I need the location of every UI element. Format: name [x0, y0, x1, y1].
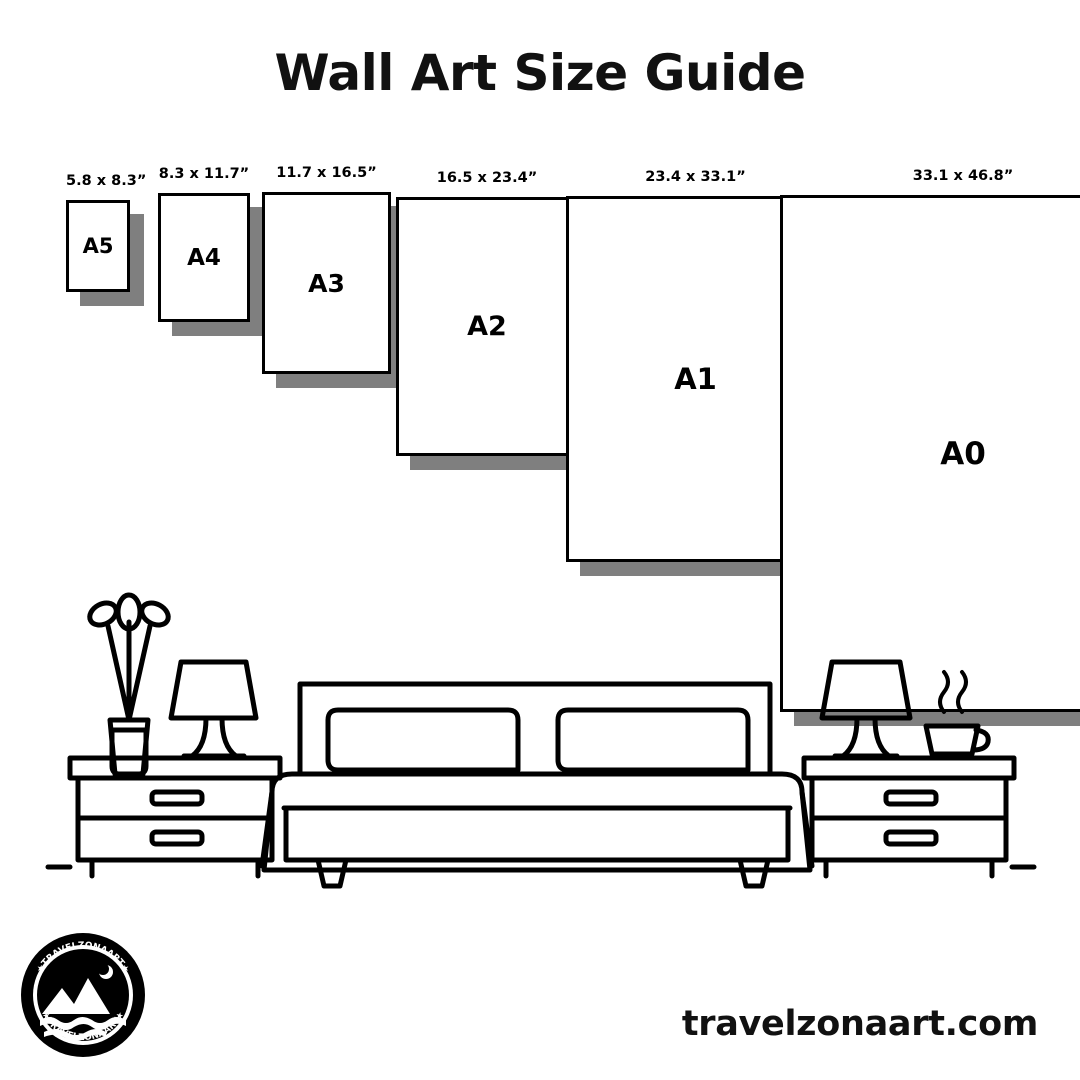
site-url: travelzonaart.com [681, 1004, 1038, 1044]
frame-label-a0: A0 [940, 435, 986, 472]
frame-dimensions-a0: 33.1 x 46.8” [912, 168, 1014, 184]
logo-svg [18, 930, 148, 1060]
frame-box-a4 [158, 193, 250, 322]
frame-dimensions-a1: 23.4 x 33.1” [645, 169, 746, 185]
frame-label-a5: A5 [82, 234, 114, 258]
coffee-cup [916, 672, 988, 758]
frame-label-a4: A4 [187, 244, 221, 271]
right-table-lamp [822, 662, 910, 756]
frame-label-a1: A1 [674, 362, 717, 396]
logo-text-bottom: ★TRAVELZONAART★ [39, 1010, 127, 1044]
frame-dimensions-a2: 16.5 x 23.4” [436, 170, 538, 186]
right-nightstand [804, 758, 1014, 876]
frame-box-a3 [262, 192, 391, 374]
left-nightstand [70, 758, 280, 876]
bedroom-scene-illustration [0, 560, 1080, 920]
frame-box-a2 [396, 197, 578, 456]
left-table-lamp [171, 662, 256, 756]
frame-label-a2: A2 [467, 311, 507, 342]
bed [262, 684, 812, 886]
frame-box-a5 [66, 200, 130, 292]
page-title: Wall Art Size Guide [274, 44, 806, 102]
plant-vase [86, 595, 172, 774]
frame-label-a3: A3 [308, 268, 345, 298]
logo-text-top: ★TRAVELZONAART★ [35, 940, 131, 976]
brand-logo [18, 930, 148, 1060]
frame-dimensions-a5: 5.8 x 8.3” [66, 173, 147, 189]
frame-dimensions-a3: 11.7 x 16.5” [276, 165, 377, 181]
bedroom-svg [0, 560, 1080, 920]
frame-dimensions-a4: 8.3 x 11.7” [158, 166, 250, 182]
